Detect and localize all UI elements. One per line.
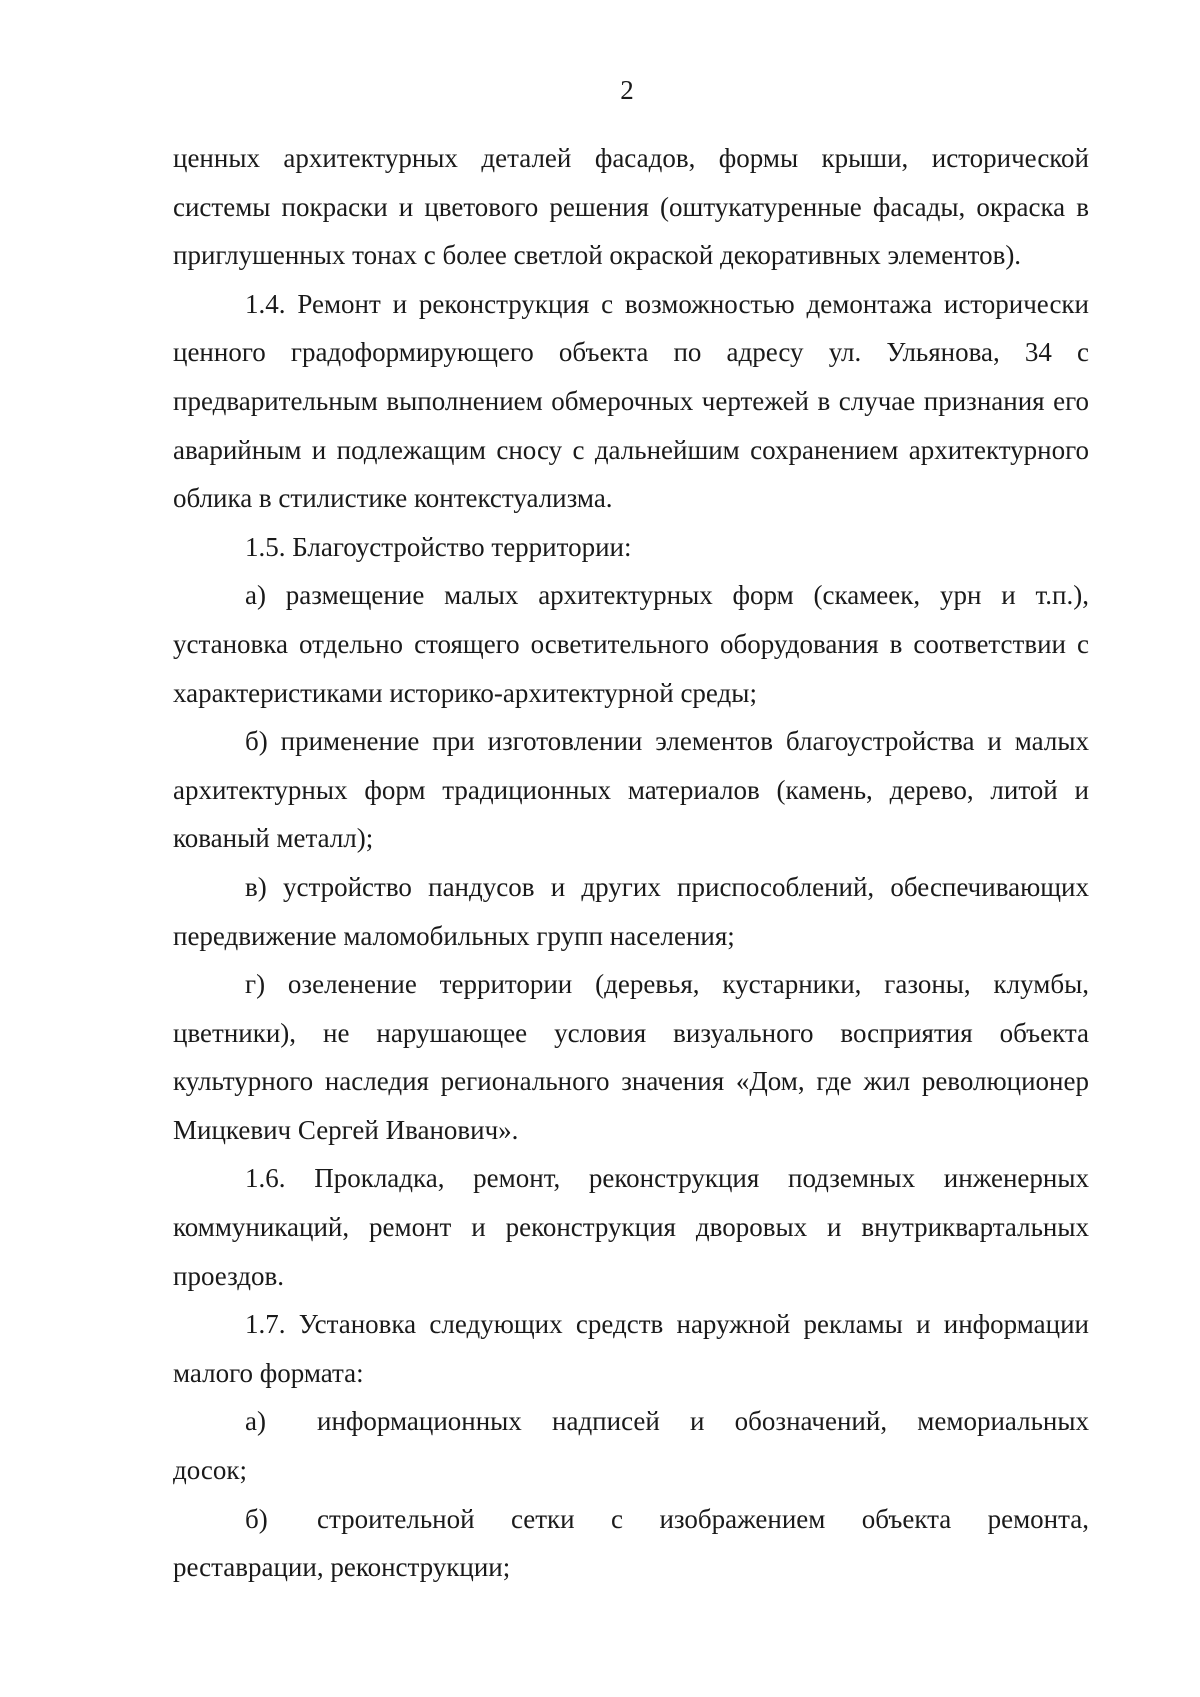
- document-body: [173, 134, 1089, 1592]
- paragraph-1-7-b: [173, 1495, 1089, 1544]
- item-text-continuation: реставрации, реконструкции;: [173, 1552, 511, 1583]
- paragraph-continuation: ценных архитектурных деталей фасадов, формы крыши, исторической системы покраски и цветового решения (оштукатуренные фасады, окраска в приглушенных тонах с более светлой окраской декоративных элементов).: [173, 143, 1089, 271]
- page-number: 2: [620, 75, 634, 105]
- paragraph-1-5-b: б) применение при изготовлении элементов благоустройства и малых архитектурных форм традиционных материалов (камень, дерево, литой и кованый металл);: [173, 726, 1089, 854]
- paragraph-1-4: 1.4. Ремонт и реконструкция с возможностью демонтажа исторически ценного градоформирующего объекта по адресу ул. Ульянова, 34 с предварительным выполнением обмерочных чертежей в случае признания его аварийным и подлежащим сносу с дальнейшим сохранением архитектурного облика в стилистике контекстуализма.: [173, 288, 1089, 514]
- paragraph-1-7: 1.7. Установка следующих средств наружной рекламы и информации малого формата:: [173, 1309, 1089, 1388]
- item-marker: б): [245, 1503, 268, 1534]
- paragraph-1-6: 1.6. Прокладка, ремонт, реконструкция подземных инженерных коммуникаций, ремонт и реконструкция дворовых и внутриквартальных проездов.: [173, 1163, 1089, 1291]
- item-marker: а): [245, 1406, 266, 1437]
- paragraph-1-5-v: в) устройство пандусов и других приспособлений, обеспечивающих передвижение маломобильных групп населения;: [173, 871, 1089, 951]
- paragraph-1-5: 1.5. Благоустройство территории:: [245, 531, 632, 562]
- item-text-line: информационных надписей и обозначений, мемориальных: [317, 1406, 1089, 1437]
- paragraph-1-5-g: г) озеленение территории (деревья, кустарники, газоны, клумбы, цветники), не нарушающее условия визуального восприятия объекта культурного наследия регионального значения «Дом, где жил революционер Мицкевич Сергей Иванович».: [173, 969, 1089, 1145]
- paragraph-1-7-a: [173, 1397, 1089, 1446]
- item-text-continuation: досок;: [173, 1455, 248, 1486]
- item-text-line: строительной сетки с изображением объекта ремонта,: [317, 1503, 1089, 1534]
- paragraph-1-5-a: а) размещение малых архитектурных форм (скамеек, урн и т.п.), установка отдельно стоящего осветительного оборудования в соответствии с характеристиками историко-архитектурной среды;: [173, 580, 1089, 708]
